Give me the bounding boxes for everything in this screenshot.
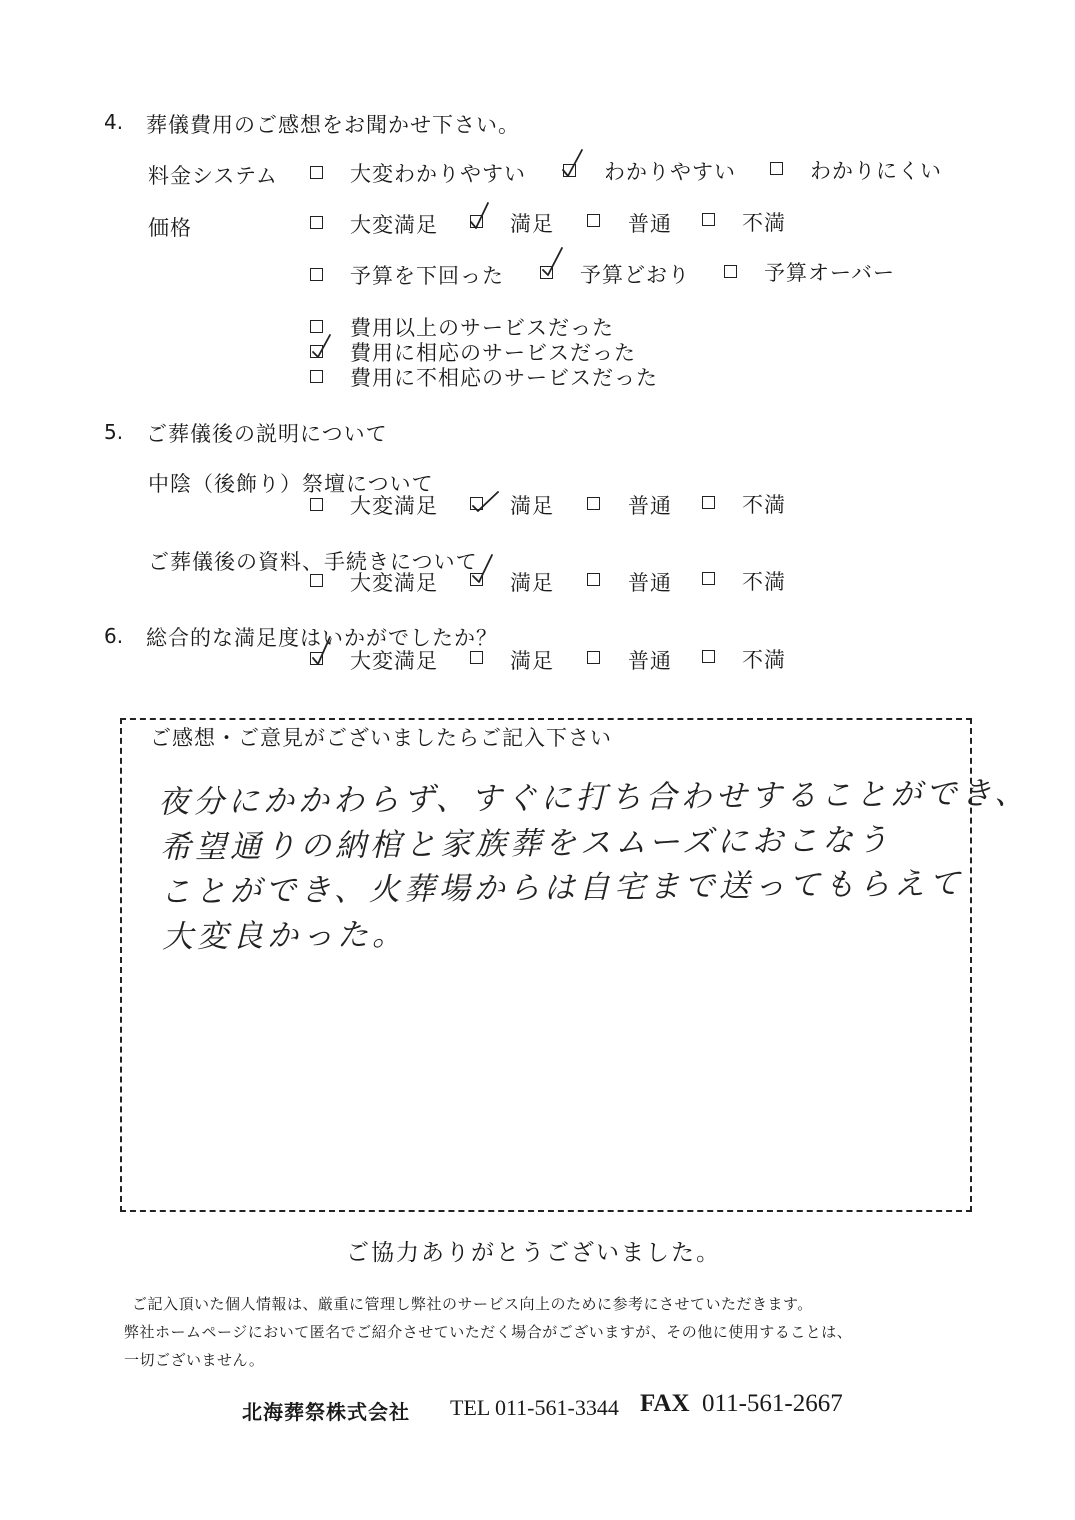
option-price-dissatisfied: 不満 <box>742 211 786 235</box>
checkmark-docs-satisfied <box>470 552 494 580</box>
checkmark-worth-cost <box>310 330 334 358</box>
privacy-note-line-1: ご記入頂いた個人情報は、厳重に管理し弊社のサービス向上のために参考にさせていただきます。 <box>132 1295 813 1313</box>
option-docs-normal: 普通 <box>628 571 672 595</box>
option-understandable: わかりやすい <box>604 160 736 184</box>
checkmark-understandable <box>560 148 584 176</box>
option-worth-cost: 費用に相応のサービスだった <box>350 341 636 365</box>
comment-heading: ご感想・ご意見がございましたらご記入下さい <box>146 722 616 752</box>
q4-number: 4. <box>104 110 124 134</box>
option-under-budget: 予算を下回った <box>350 264 504 288</box>
checkmark-overall-very-satisfied <box>310 634 334 662</box>
option-more-than-cost: 費用以上のサービスだった <box>350 316 614 340</box>
checkbox-altar-dissatisfied[interactable] <box>702 496 715 509</box>
privacy-note-line-3: 一切ございません。 <box>124 1351 265 1369</box>
checkbox-not-worth-cost[interactable] <box>310 370 323 383</box>
checkmark-on-budget <box>540 245 564 273</box>
price-label: 価格 <box>148 216 192 240</box>
option-overall-satisfied: 満足 <box>510 649 554 673</box>
option-altar-very-satisfied: 大変満足 <box>350 494 438 518</box>
option-altar-dissatisfied: 不満 <box>742 493 786 517</box>
q5-number: 5. <box>104 420 124 444</box>
option-price-satisfied: 満足 <box>510 212 554 236</box>
checkbox-docs-very-satisfied[interactable] <box>310 574 323 587</box>
handwritten-line-3: ことができ、火葬場からは自宅まで送ってもらえて <box>159 865 964 911</box>
checkbox-over-budget[interactable] <box>724 265 737 278</box>
checkbox-price-very-satisfied[interactable] <box>310 216 323 229</box>
company-tel: TEL 011-561-3344 <box>450 1395 619 1420</box>
fee-system-label: 料金システム <box>148 164 278 188</box>
company-fax: 011-561-2667 <box>702 1390 843 1417</box>
checkbox-docs-normal[interactable] <box>587 573 600 586</box>
checkbox-hard-to-understand[interactable] <box>770 162 783 175</box>
option-altar-normal: 普通 <box>628 494 672 518</box>
option-overall-dissatisfied: 不満 <box>742 648 786 672</box>
option-hard-to-understand: わかりにくい <box>810 159 942 183</box>
privacy-note-line-2: 弊社ホームページにおいて匿名でご紹介させていただく場合がございますが、その他に使用することは、 <box>124 1323 853 1341</box>
handwritten-line-4: 大変良かった。 <box>161 916 408 956</box>
checkbox-overall-satisfied[interactable] <box>470 651 483 664</box>
checkbox-under-budget[interactable] <box>310 268 323 281</box>
option-altar-satisfied: 満足 <box>510 494 554 518</box>
q4-title: 葬儀費用のご感想をお聞かせ下さい。 <box>146 113 520 137</box>
handwritten-line-2: 希望通りの納棺と家族葬をスムーズにおこなう <box>159 822 893 866</box>
checkbox-altar-very-satisfied[interactable] <box>310 498 323 511</box>
company-fax-label: FAX <box>640 1390 690 1417</box>
checkbox-docs-dissatisfied[interactable] <box>702 572 715 585</box>
q6-number: 6. <box>104 624 124 648</box>
q5-title: ご葬儀後の説明について <box>146 422 388 446</box>
checkbox-overall-dissatisfied[interactable] <box>702 650 715 663</box>
option-docs-very-satisfied: 大変満足 <box>350 571 438 595</box>
option-over-budget: 予算オーバー <box>764 261 895 285</box>
checkbox-price-dissatisfied[interactable] <box>702 213 715 226</box>
option-docs-satisfied: 満足 <box>510 571 554 595</box>
option-not-worth-cost: 費用に不相応のサービスだった <box>350 366 658 390</box>
option-on-budget: 予算どおり <box>580 263 690 287</box>
option-price-normal: 普通 <box>628 212 672 236</box>
q6-title: 総合的な満足度はいかがでしたか？ <box>146 626 498 650</box>
checkbox-altar-normal[interactable] <box>587 497 600 510</box>
checkbox-overall-normal[interactable] <box>587 651 600 664</box>
option-price-very-satisfied: 大変満足 <box>350 213 438 237</box>
documents-label: ご葬儀後の資料、手続きについて <box>148 550 478 574</box>
checkmark-price-satisfied <box>468 200 492 228</box>
option-docs-dissatisfied: 不満 <box>742 570 786 594</box>
thanks-message: ご協力ありがとうございました。 <box>346 1240 721 1266</box>
altar-label: 中陰（後飾り）祭壇について <box>148 472 434 496</box>
checkbox-very-understandable[interactable] <box>310 166 323 179</box>
option-overall-very-satisfied: 大変満足 <box>350 649 438 673</box>
option-very-understandable: 大変わかりやすい <box>350 162 526 186</box>
checkbox-price-normal[interactable] <box>587 214 600 227</box>
checkmark-altar-satisfied <box>470 484 494 512</box>
company-name: 北海葬祭株式会社 <box>242 1400 410 1424</box>
handwritten-line-1: 夜分にかかわらず、すぐに打ち合わせすることができ、 <box>157 775 1030 821</box>
option-overall-normal: 普通 <box>628 649 672 673</box>
